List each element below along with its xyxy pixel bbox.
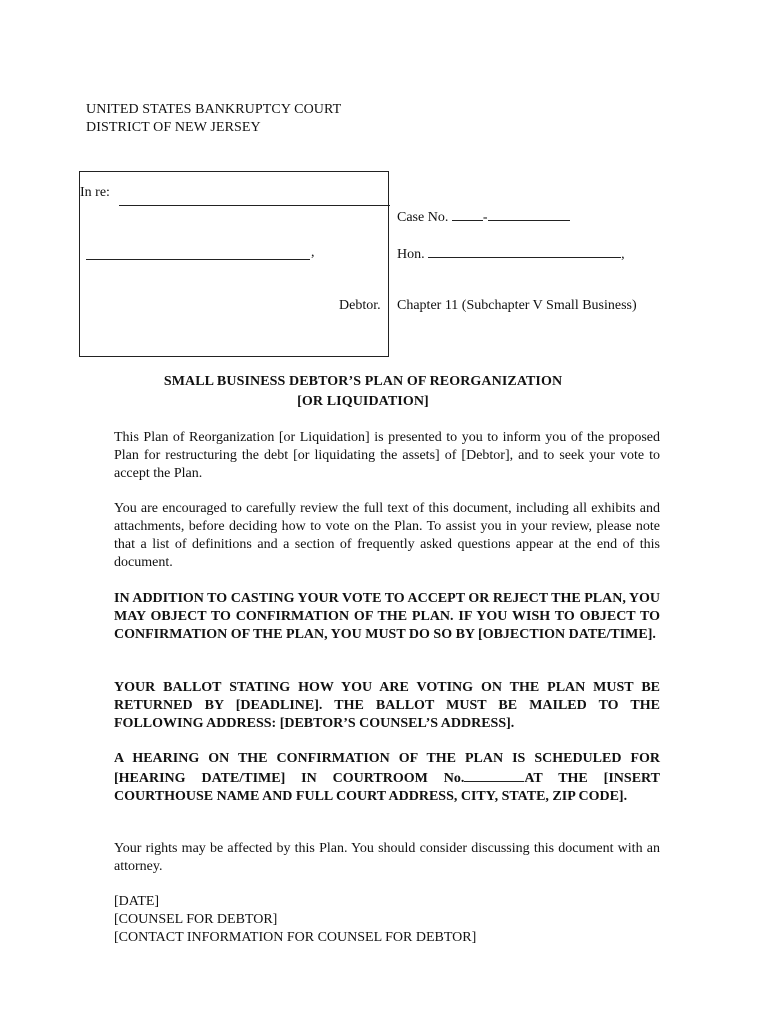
in-re-blank-line <box>119 205 390 206</box>
judge-comma: , <box>621 247 625 262</box>
court-name: UNITED STATES BANKRUPTCY COURT <box>86 102 342 117</box>
judge-blank <box>428 244 621 258</box>
district-name: DISTRICT OF NEW JERSEY <box>86 120 261 135</box>
document-subtitle: [OR LIQUIDATION] <box>297 394 429 409</box>
judge-label: Hon. <box>397 247 425 262</box>
objection-notice: IN ADDITION TO CASTING YOUR VOTE TO ACCEPT OR REJECT THE PLAN, YOU MAY OBJECT TO CONFIRMATION OF THE PLAN. IF YOU WISH TO OBJECT TO CONFIRMATION OF THE PLAN, YOU MUST DO SO BY [OBJECTION DATE/TIME]. <box>114 591 660 642</box>
counsel-placeholder: [COUNSEL FOR DEBTOR] <box>114 912 278 927</box>
chapter-designation: Chapter 11 (Subchapter V Small Business) <box>397 298 637 313</box>
debtor-label: Debtor. <box>339 298 381 313</box>
judge-line <box>397 244 625 264</box>
hearing-notice <box>114 750 660 806</box>
courtroom-blank <box>464 768 524 782</box>
date-placeholder: [DATE] <box>114 894 160 909</box>
intro-paragraph: This Plan of Reorganization [or Liquidation] is presented to you to inform you of the proposed Plan for restructuring the debt [or liquidating the assets] of [Debtor], and to seek your vote to accept the Plan. <box>114 430 660 481</box>
review-paragraph: You are encouraged to carefully review the full text of this document, including all exhibits and attachments, before deciding how to vote on the Plan. To assist you in your review, please note that a list of definitions and a section of frequently asked questions appear at the end of this document. <box>114 501 660 570</box>
hearing-text-before: A HEARING ON THE CONFIRMATION OF THE PLAN IS SCHEDULED FOR [HEARING DATE/TIME] IN COURTROOM No. <box>114 751 660 786</box>
case-number-label: Case No. <box>397 210 449 225</box>
debtor-name-comma: , <box>311 245 315 260</box>
case-number-blank-2 <box>488 207 570 221</box>
case-number-dash: - <box>482 210 488 225</box>
debtor-name-blank-line <box>86 259 310 260</box>
rights-paragraph: Your rights may be affected by this Plan. You should consider discussing this document with an attorney. <box>114 841 660 874</box>
case-number-blank-1 <box>452 207 483 221</box>
contact-placeholder: [CONTACT INFORMATION FOR COUNSEL FOR DEBTOR] <box>114 930 477 945</box>
in-re-label: In re: <box>80 185 110 200</box>
ballot-notice: YOUR BALLOT STATING HOW YOU ARE VOTING ON THE PLAN MUST BE RETURNED BY [DEADLINE]. THE BALLOT MUST BE MAILED TO THE FOLLOWING ADDRESS: [DEBTOR’S COUNSEL’S ADDRESS]. <box>114 680 660 731</box>
caption-box <box>79 171 389 357</box>
case-number-line <box>397 207 570 227</box>
hearing-text-after: AT THE [INSERT COURTHOUSE NAME AND FULL COURT ADDRESS, CITY, STATE, ZIP CODE]. <box>114 771 660 804</box>
document-title: SMALL BUSINESS DEBTOR’S PLAN OF REORGANIZATION <box>163 374 563 389</box>
